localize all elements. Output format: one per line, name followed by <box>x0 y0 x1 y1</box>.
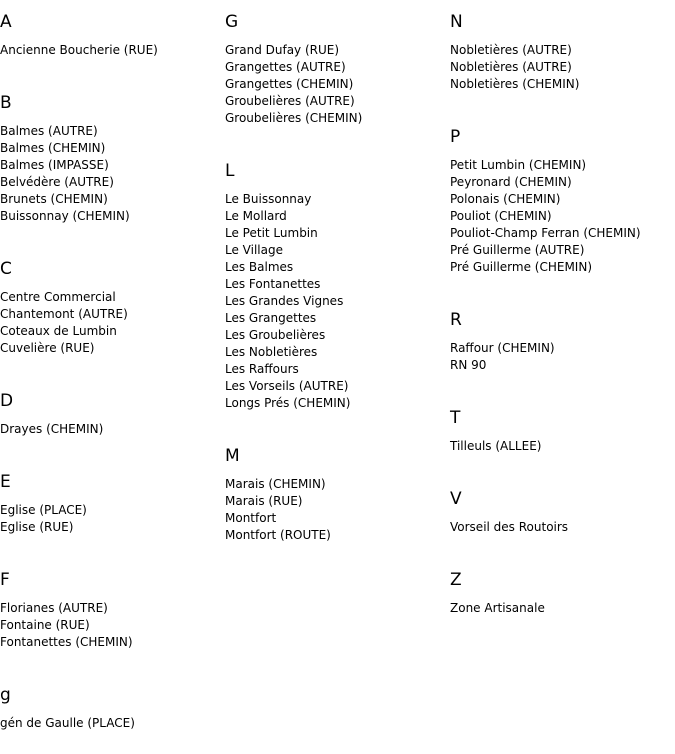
street-link[interactable]: Zone Artisanale <box>450 601 545 615</box>
section-letter-heading: A <box>0 12 12 32</box>
letter-section <box>450 570 675 639</box>
section-spacer <box>225 544 450 566</box>
street-link[interactable]: Pré Guillerme (CHEMIN) <box>450 260 593 274</box>
section-spacer <box>0 651 225 673</box>
street-link[interactable]: Eglise (RUE) <box>0 520 74 534</box>
street-link[interactable]: Florianes (AUTRE) <box>0 601 108 615</box>
street-link[interactable]: Longs Prés (CHEMIN) <box>225 396 351 410</box>
street-link[interactable]: Petit Lumbin (CHEMIN) <box>450 158 587 172</box>
letter-section <box>0 685 225 754</box>
letter-section <box>450 12 675 115</box>
letter-section <box>0 570 225 673</box>
street-link[interactable]: Raffour (CHEMIN) <box>450 341 555 355</box>
street-link[interactable]: Les Nobletières <box>225 345 318 359</box>
section-spacer <box>0 357 225 379</box>
street-link[interactable]: Pouliot (CHEMIN) <box>450 209 552 223</box>
section-letter-heading: E <box>0 472 11 492</box>
section-spacer <box>0 438 225 460</box>
street-link[interactable]: RN 90 <box>450 358 487 372</box>
street-link[interactable]: Groubelières (CHEMIN) <box>225 111 363 125</box>
street-link[interactable]: Belvédère (AUTRE) <box>0 175 114 189</box>
street-link[interactable]: Les Fontanettes <box>225 277 321 291</box>
section-letter-heading: R <box>450 310 462 330</box>
street-link[interactable]: gén de Gaulle (PLACE) <box>0 716 135 730</box>
letter-section <box>225 446 450 566</box>
street-link[interactable]: Les Grandes Vignes <box>225 294 344 308</box>
section-spacer <box>450 536 675 558</box>
street-link[interactable]: Nobletières (AUTRE) <box>450 60 572 74</box>
section-letter-heading: B <box>0 93 12 113</box>
street-link[interactable]: Ancienne Boucherie (RUE) <box>0 43 158 57</box>
street-link[interactable]: Chantemont (AUTRE) <box>0 307 128 321</box>
street-link[interactable]: Cuvelière (RUE) <box>0 341 95 355</box>
street-link[interactable]: Pouliot-Champ Ferran (CHEMIN) <box>450 226 641 240</box>
section-letter-heading: V <box>450 489 462 509</box>
street-link[interactable]: Les Grangettes <box>225 311 317 325</box>
section-spacer <box>450 617 675 639</box>
section-letter-heading: G <box>225 12 239 32</box>
street-link[interactable]: Le Mollard <box>225 209 287 223</box>
column-2 <box>225 0 450 566</box>
section-spacer <box>450 93 675 115</box>
street-link[interactable]: Eglise (PLACE) <box>0 503 87 517</box>
section-letter-heading: M <box>225 446 240 466</box>
letter-section <box>0 391 225 460</box>
section-letter-heading: C <box>0 259 12 279</box>
street-link[interactable]: Centre Commercial <box>0 290 116 304</box>
street-link[interactable]: Balmes (IMPASSE) <box>0 158 109 172</box>
letter-section <box>0 472 225 558</box>
section-letter-heading: P <box>450 127 461 147</box>
street-link[interactable]: Tilleuls (ALLEE) <box>450 439 542 453</box>
section-letter-heading: L <box>225 161 235 181</box>
section-spacer <box>225 412 450 434</box>
street-link[interactable]: Grand Dufay (RUE) <box>225 43 340 57</box>
street-link[interactable]: Brunets (CHEMIN) <box>0 192 108 206</box>
street-link[interactable]: Les Raffours <box>225 362 299 376</box>
section-spacer <box>225 127 450 149</box>
section-letter-heading: T <box>450 408 461 428</box>
section-letter-heading: N <box>450 12 463 32</box>
section-spacer <box>0 59 225 81</box>
section-letter-heading: D <box>0 391 14 411</box>
section-spacer <box>450 374 675 396</box>
letter-section <box>0 93 225 247</box>
section-letter-heading: Z <box>450 570 462 590</box>
street-link[interactable]: Montfort (ROUTE) <box>225 528 331 542</box>
street-link[interactable]: Marais (CHEMIN) <box>225 477 326 491</box>
street-link[interactable]: Le Village <box>225 243 283 257</box>
section-letter-heading: F <box>0 570 10 590</box>
street-link[interactable]: Les Groubelières <box>225 328 326 342</box>
street-link[interactable]: Fontanettes (CHEMIN) <box>0 635 133 649</box>
street-link[interactable]: Grangettes (AUTRE) <box>225 60 346 74</box>
street-link[interactable]: Groubelières (AUTRE) <box>225 94 355 108</box>
street-link[interactable]: Nobletières (CHEMIN) <box>450 77 580 91</box>
street-link[interactable]: Balmes (AUTRE) <box>0 124 98 138</box>
section-spacer <box>0 536 225 558</box>
street-link[interactable]: Peyronard (CHEMIN) <box>450 175 572 189</box>
letter-section <box>450 127 675 298</box>
street-link[interactable]: Coteaux de Lumbin <box>0 324 117 338</box>
street-link[interactable]: Balmes (CHEMIN) <box>0 141 106 155</box>
letter-section <box>450 489 675 558</box>
street-link[interactable]: Le Petit Lumbin <box>225 226 318 240</box>
column-3 <box>450 0 675 639</box>
column-1 <box>0 0 225 754</box>
street-link[interactable]: Fontaine (RUE) <box>0 618 90 632</box>
street-link[interactable]: Marais (RUE) <box>225 494 303 508</box>
street-link[interactable]: Le Buissonnay <box>225 192 312 206</box>
section-spacer <box>0 225 225 247</box>
letter-section <box>225 161 450 434</box>
street-link[interactable]: Les Balmes <box>225 260 294 274</box>
street-link[interactable]: Buissonnay (CHEMIN) <box>0 209 130 223</box>
street-link[interactable]: Pré Guillerme (AUTRE) <box>450 243 585 257</box>
letter-section <box>0 12 225 81</box>
street-link[interactable]: Drayes (CHEMIN) <box>0 422 104 436</box>
letter-section <box>450 310 675 396</box>
street-link[interactable]: Vorseil des Routoirs <box>450 520 569 534</box>
section-spacer <box>450 276 675 298</box>
letter-section <box>0 259 225 379</box>
street-link[interactable]: Polonais (CHEMIN) <box>450 192 561 206</box>
street-link[interactable]: Les Vorseils (AUTRE) <box>225 379 349 393</box>
section-letter-heading: g <box>0 685 11 705</box>
street-link[interactable]: Grangettes (CHEMIN) <box>225 77 354 91</box>
section-spacer <box>0 732 225 754</box>
letter-section <box>225 12 450 149</box>
letter-section <box>450 408 675 477</box>
section-spacer <box>450 455 675 477</box>
street-link[interactable]: Nobletières (AUTRE) <box>450 43 572 57</box>
street-link[interactable]: Montfort <box>225 511 277 525</box>
